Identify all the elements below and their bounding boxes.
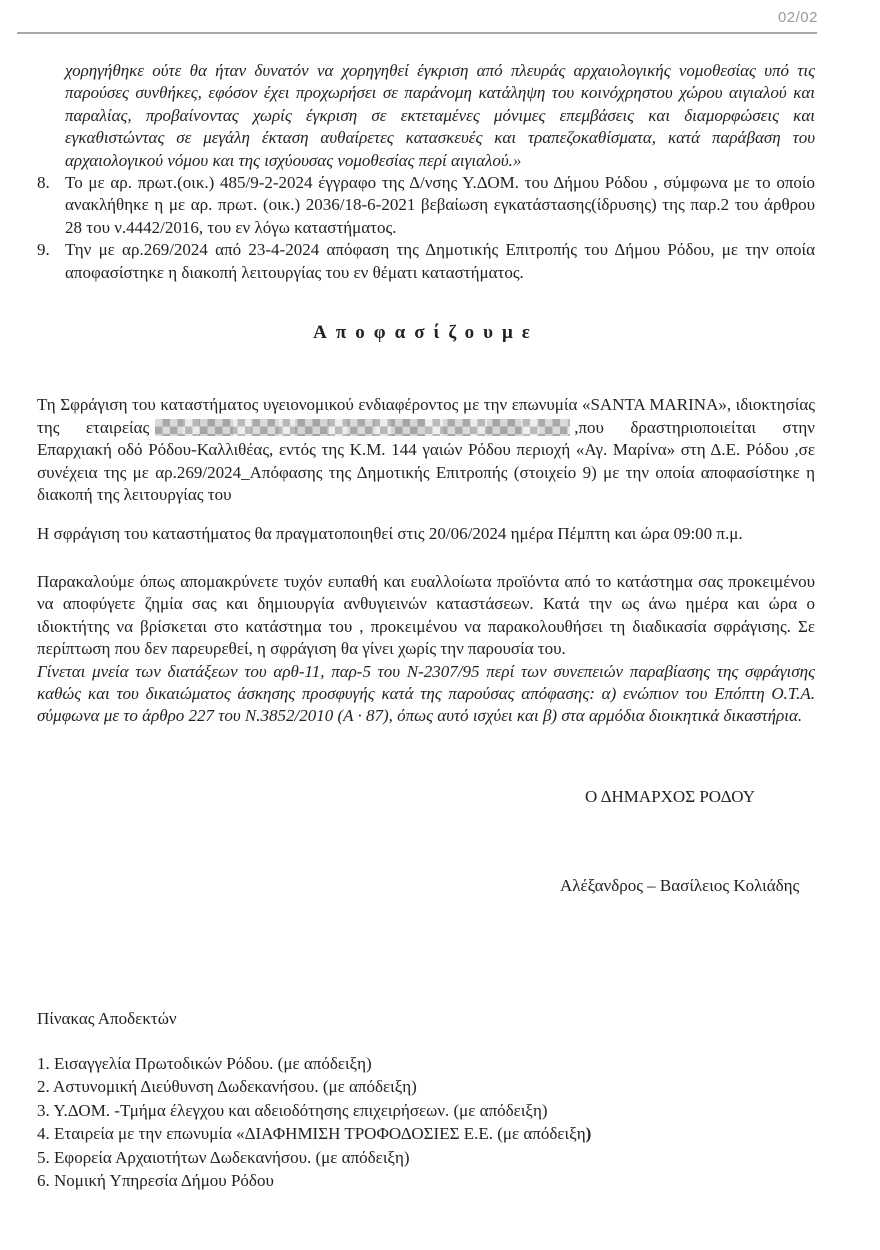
decision-text-after: ,που δραστηριοποιείται στην Επαρχιακή οδό Ρόδου-Καλλιθέας, εντός της Κ.Μ. 144 γαιών Ρόδου περιοχή «Αγ. Μαρίνα» στη Δ.Ε. Ρόδου ,σε συνέχεια της με αρ.269/2024_Απόφασης της Δημοτικής Επιτροπής (στοιχείο 9) με την οποία αποφασίστηκε η διακοπή της λειτουργίας του [37,417,815,505]
page-number: 02/02 [777,9,818,26]
recipient-text: 3. Υ.ΔΟΜ. -Τμήμα έλεγχου και αδειοδότησης επιχειρήσεων. (με απόδειξη) [37,1100,548,1120]
sealing-date-paragraph: Η σφράγιση του καταστήματος θα πραγματοποιηθεί στις 20/06/2024 ημέρα Πέμπτη και ώρα 09:00 π.μ. [37,523,743,543]
item-text: Την με αρ.269/2024 από 23-4-2024 απόφαση της Δημοτικής Επιτροπής του Δήμου Ρόδου, με την οποία αποφασίστηκε η διακοπή λειτουργίας του εν θέματι καταστήματος. [65,240,815,282]
document-body [37,60,815,1193]
recipient-item [37,1146,815,1170]
recipient-item [37,1169,815,1193]
recipient-text: 1. Εισαγγελία Πρωτοδικών Ρόδου. (με απόδειξη) [37,1053,372,1073]
recipient-item [37,1052,815,1076]
header-divider [17,32,817,34]
decision-heading: Αποφασίζουμε [313,322,539,344]
item-number: 9. [37,240,50,260]
numbered-reference-list [37,172,815,284]
recipient-item [37,1075,815,1099]
recipient-text: 4. Εταιρεία με την επωνυμία «ΔΙΑΦΗΜΙΣΗ ΤΡΟΦΟΔΟΣΙΕΣ Ε.Ε. (με απόδειξη [37,1124,586,1144]
numbered-reference-item [37,172,815,239]
numbered-reference-item [37,239,815,284]
quoted-legal-text: χορηγήθηκε ούτε θα ήταν δυνατόν να χορηγηθεί έγκριση από πλευράς αρχαιολογικής νομοθεσίας υπό τις παρούσες συνθήκες, εφόσον έχει προχωρήσει σε παράνομη κατάληψη του κοινόχρηστου χώρου αιγιαλού και παραλίας, προβαίνοντας χωρίς έγκριση σε εκτεταμένες μόνιμες επεμβάσεις και διαμορφώσεις και εγκαθιστώντας σε μεγάλη έκταση αυθαίρετες κατασκευές και τραπεζοκαθίσματα, κατά παράβαση του αρχαιολογικού νόμου και της ισχύουσας νομοθεσίας περί αιγιαλού.» [65,61,815,170]
recipient-text: 2. Αστυνομική Διεύθυνση Δωδεκανήσου. (με απόδειξη) [37,1077,417,1097]
item-text: Το με αρ. πρωτ.(οικ.) 485/9-2-2024 έγγραφο της Δ/νσης Υ.ΔΟΜ. του Δήμου Ρόδου , σύμφωνα με το οποίο ανακλήθηκε η με αρ. πρωτ. (οικ.) 2036/18-6-2021 βεβαίωση εγκατάστασης(ίδρυσης) της παρ.2 του άρθρου 28 του ν.4442/2016, του εν λόγω καταστήματος. [65,173,815,237]
recipient-item [37,1099,815,1123]
recipient-text: 5. Εφορεία Αρχαιοτήτων Δωδεκανήσου. (με απόδειξη) [37,1147,410,1167]
recipient-text: 6. Νομική Υπηρεσία Δήμου Ρόδου [37,1171,274,1191]
recipient-bold-suffix: ) [585,1124,592,1144]
redacted-company-name [155,419,570,436]
signature-name: Αλέξανδρος – Βασίλειος Κολιάδης [560,876,800,896]
recipient-item [37,1122,815,1146]
decision-paragraph [37,394,815,506]
recipients-heading: Πίνακας Αποδεκτών [37,1008,177,1028]
signature-title: Ο ΔΗΜΑΡΧΟΣ ΡΟΔΟΥ [585,786,755,806]
recipients-list [37,1052,815,1193]
legal-notice-paragraph: Γίνεται μνεία των διατάξεων του αρθ-11, παρ-5 του Ν-2307/95 περί των συνεπειών παραβίασης της σφράγισης καθώς και του δικαιώματος άσκησης προσφυγής κατά της παρούσας απόφασης: α) ενώπιον του Επόπτη Ο.Τ.Α. σύμφωνα με το άρθρο 227 του Ν.3852/2010 (Α · 87), όπως αυτό ισχύει και β) στα αρμόδια διοικητικά δικαστήρια. [37,661,815,726]
item-number: 8. [37,173,50,193]
advice-paragraph: Παρακαλούμε όπως απομακρύνετε τυχόν ευπαθή και ευαλλοίωτα προϊόντα από το κατάστημα σας προκειμένου να αποφύγετε ζημία σας και δημιουργία ανθυγιεινών καταστάσεων. Κατά την ως άνω ημέρα και ώρα ο ιδιοκτήτης να βρίσκεται στο κατάστημα του , προκειμένου να παρακολουθήσει τη διαδικασία σφράγισης. Σε περίπτωση που δεν παρευρεθεί, η σφράγιση θα γίνει χωρίς την παρουσία του. [37,571,815,659]
decision-text-before: Τη Σφράγιση του καταστήματος υγειονομικού ενδιαφέροντος με την επωνυμία «SANTA MARINA», ιδιοκτησίας της εταιρείας [37,395,815,437]
